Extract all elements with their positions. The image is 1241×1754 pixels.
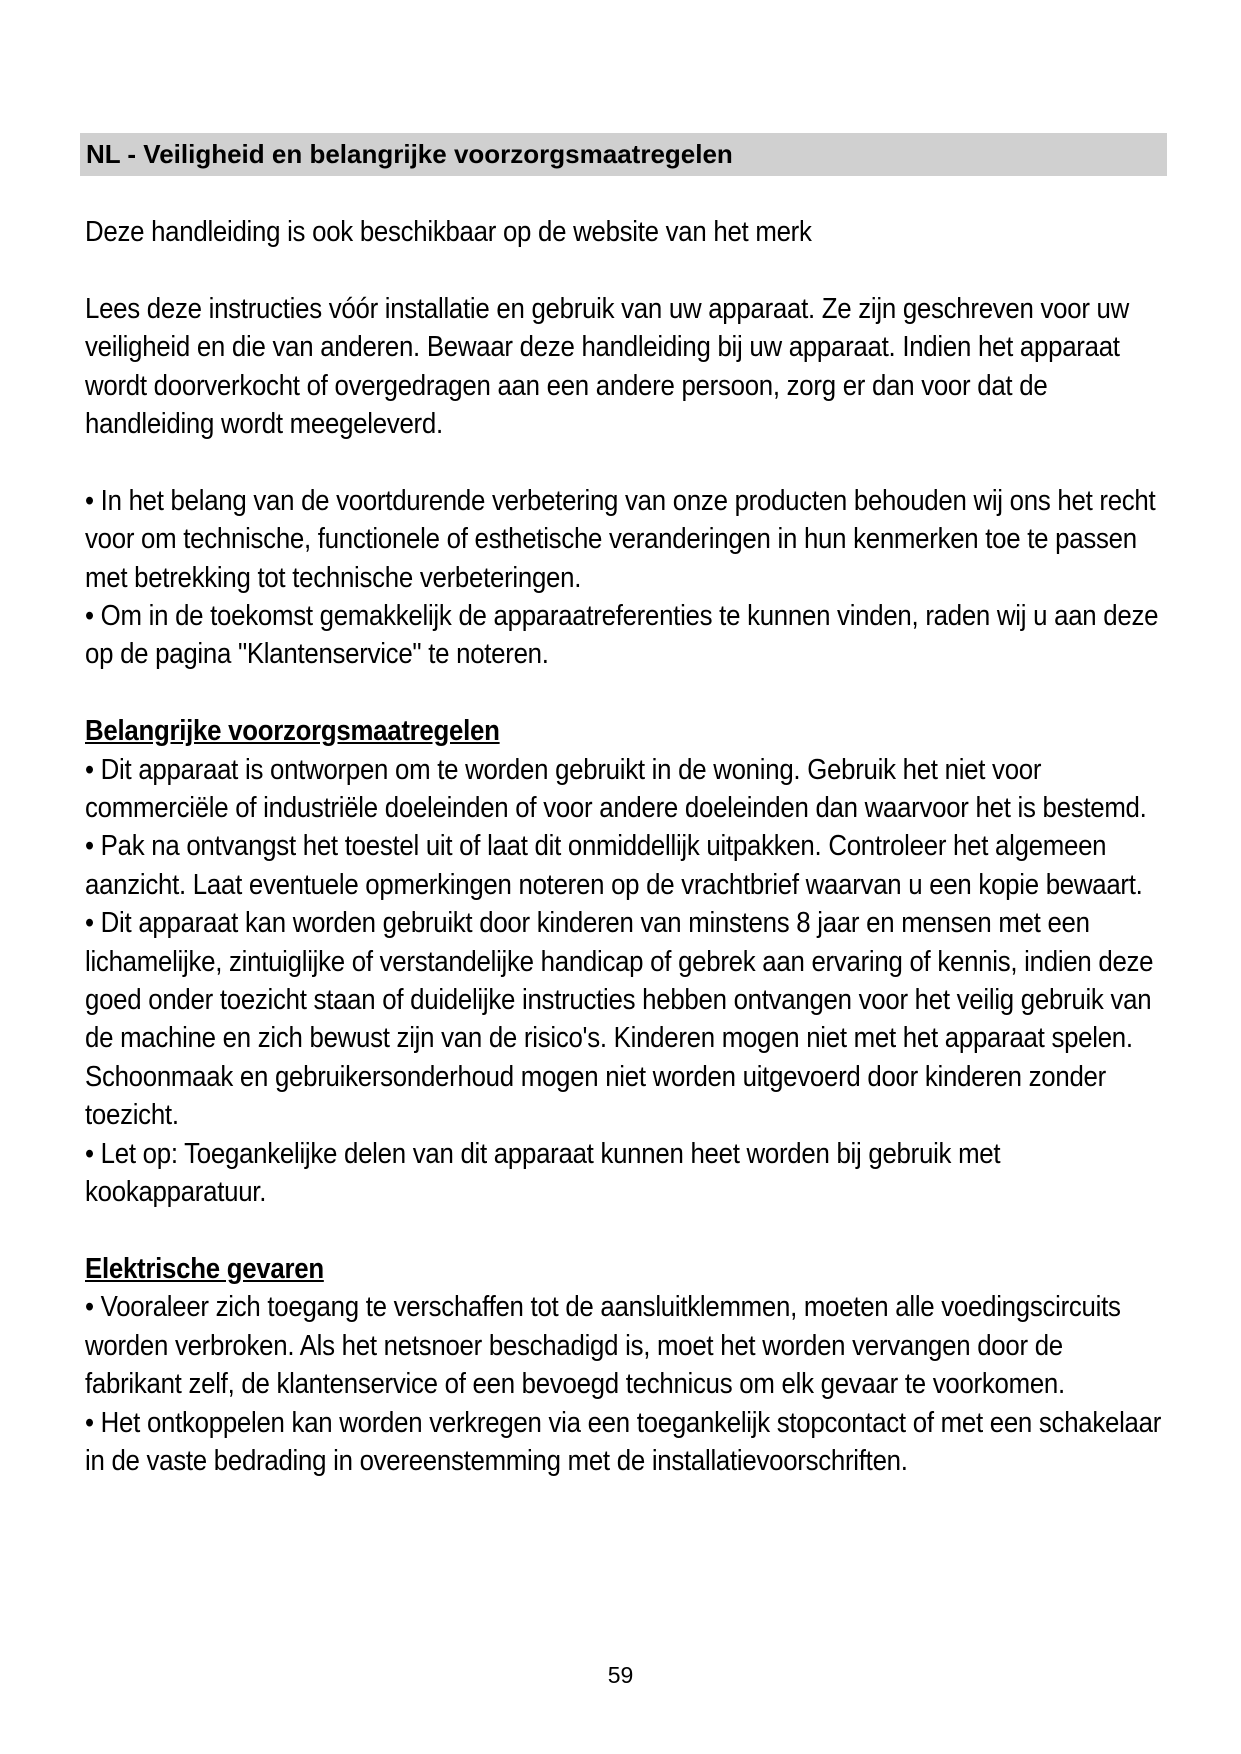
section-header bbox=[80, 133, 1167, 176]
intro-bullet: • Om in de toekomst gemakkelijk de apparaatreferenties te kunnen vinden, raden wij u aan deze op de pagina "Klantenservice" te noteren. bbox=[85, 600, 1159, 671]
page-content bbox=[85, 213, 1166, 1480]
intro-bullet: • In het belang van de voortdurende verbetering van onze producten behouden wij ons het recht voor om technische, functionele of esthetische veranderingen in hun kenmerken toe te passen met betrekking tot technische verbeteringen. bbox=[85, 484, 1156, 594]
spacer bbox=[85, 1212, 1166, 1250]
page-number: 59 bbox=[607, 1662, 634, 1688]
electrical-bullet: • Vooraleer zich toegang te verschaffen tot de aansluitklemmen, moeten alle voedingscircuits worden verbroken. Als het netsnoer beschadigd is, moet het worden vervangen door de fabrikant zelf, de klantenservice of een bevoegd technicus om elk gevaar te voorkomen. bbox=[85, 1291, 1121, 1401]
read-instructions-paragraph: Lees deze instructies vóór installatie en gebruik van uw apparaat. Ze zijn geschreven voor uw veiligheid en die van anderen. Bewaar deze handleiding bij uw apparaat. Indien het apparaat wordt doorverkocht of overgedragen aan een andere persoon, zorg er dan voor dat de handleiding wordt meegeleverd. bbox=[85, 292, 1130, 441]
spacer bbox=[85, 443, 1166, 481]
precautions-bullet: • Dit apparaat kan worden gebruikt door kinderen van minstens 8 jaar en mensen met een lichamelijke, zintuiglijke of verstandelijke handicap of gebrek aan ervaring of kennis, indien deze goed onder toezicht staan of duidelijke instructies hebben ontvangen voor het veilig gebruik van de machine en zich bewust zijn van de risico's. Kinderen mogen niet met het apparaat spelen. Schoonmaak en gebruikersonderhoud mogen niet worden uitgevoerd door kinderen zonder toezicht. bbox=[85, 907, 1154, 1132]
precautions-bullet: • Let op: Toegankelijke delen van dit apparaat kunnen heet worden bij gebruik met kookapparatuur. bbox=[85, 1137, 1001, 1209]
page-title: NL - Veiligheid en belangrijke voorzorgsmaatregelen bbox=[86, 139, 733, 169]
precautions-bullet: • Pak na ontvangst het toestel uit of laat dit onmiddellijk uitpakken. Controleer het algemeen aanzicht. Laat eventuele opmerkingen noteren op de vrachtbrief waarvan u een kopie bewaart. bbox=[85, 830, 1143, 901]
precautions-bullet: • Dit apparaat is ontworpen om te worden gebruikt in de woning. Gebruik het niet voor commerciële of industriële doeleinden of voor andere doeleinden dan waarvoor het is bestemd. bbox=[85, 753, 1147, 825]
spacer bbox=[85, 251, 1166, 289]
electrical-bullet: • Het ontkoppelen kan worden verkregen via een toegankelijk stopcontact of met een schakelaar in de vaste bedrading in overeenstemming met de installatievoorschriften. bbox=[85, 1406, 1162, 1477]
electrical-heading: Elektrische gevaren bbox=[85, 1252, 324, 1285]
spacer bbox=[85, 674, 1166, 712]
website-note: Deze handleiding is ook beschikbaar op de website van het merk bbox=[85, 216, 812, 248]
precautions-heading: Belangrijke voorzorgsmaatregelen bbox=[85, 715, 500, 748]
